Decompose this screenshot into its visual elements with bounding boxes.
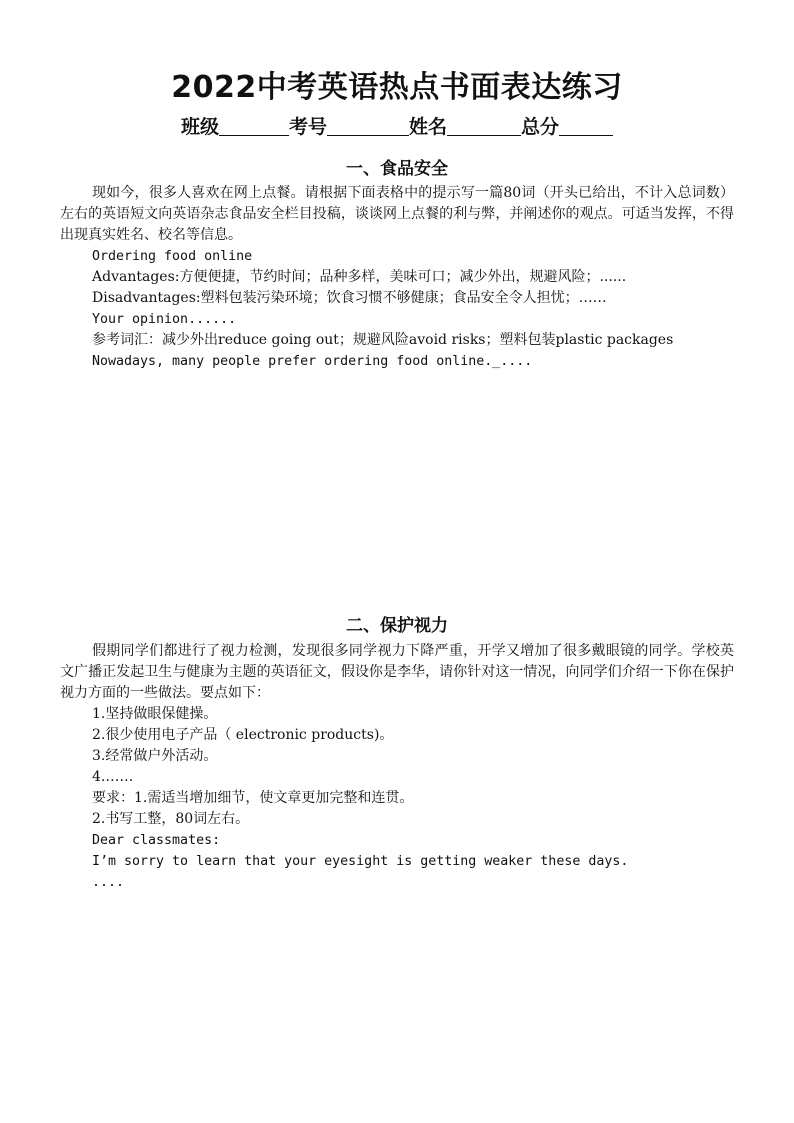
section1-opinion: Your opinion...... xyxy=(92,312,237,327)
student-info-line xyxy=(0,112,794,139)
point-1: 1.坚持做眼保健操。 xyxy=(92,706,218,722)
section1-start: Nowadays, many people prefer ordering food online._.... xyxy=(92,354,533,369)
section1-advantages: Advantages:方便便捷，节约时间；品种多样，美味可口；减少外出，规避风险；...... xyxy=(92,269,627,285)
point-2: 2.很少使用电子产品（ electronic products)。 xyxy=(92,727,394,743)
name-blank[interactable] xyxy=(447,117,521,136)
number-label: 考号 xyxy=(288,116,327,138)
requirement-2: 2.书写工整，80词左右。 xyxy=(92,811,250,827)
page-title: 2022中考英语热点书面表达练习 xyxy=(171,70,623,105)
score-label: 总分 xyxy=(521,116,560,138)
letter-greeting: Dear classmates: xyxy=(92,833,221,848)
section1-disadvantages: Disadvantages:塑料包装污染环境；饮食习惯不够健康；食品安全令人担忧；…… xyxy=(92,290,607,306)
section1-body xyxy=(60,183,734,372)
letter-opening: I’m sorry to learn that your eyesight is getting weaker these days. xyxy=(92,854,629,869)
section1-topic: Ordering food online xyxy=(92,249,253,264)
section1-intro: 现如今，很多人喜欢在网上点餐。请根据下面表格中的提示写一篇80词（开头已给出，不计入总词数）左右的英语短文向英语杂志食品安全栏目投稿，谈谈网上点餐的利与弊，并阐述你的观点。可适当发挥，不得出现真实姓名、校名等信息。 xyxy=(60,185,734,243)
section2-intro: 假期同学们都进行了视力检测，发现很多同学视力下降严重，开学又增加了很多戴眼镜的同学。学校英文广播正发起卫生与健康为主题的英语征文，假设你是李华，请你针对这一情况，向同学们介绍一下你在保护视力方面的一些做法。要点如下： xyxy=(60,643,734,701)
class-blank[interactable] xyxy=(219,117,289,136)
score-blank[interactable] xyxy=(559,117,613,136)
section2-heading: 二、保护视力 xyxy=(346,616,448,636)
section1-vocab: 参考词汇：减少外出reduce going out；规避风险avoid risks；塑料包装plastic packages xyxy=(92,332,674,348)
number-blank[interactable] xyxy=(327,117,409,136)
point-4: 4.…… xyxy=(92,769,134,785)
point-3: 3.经常做户外活动。 xyxy=(92,748,218,764)
letter-ellipsis: .... xyxy=(92,875,125,890)
section1-heading: 一、食品安全 xyxy=(346,159,448,179)
class-label: 班级 xyxy=(180,116,219,138)
requirement-1: 要求：1.需适当增加细节，使文章更加完整和连贯。 xyxy=(92,790,414,806)
section2-body xyxy=(60,641,734,893)
name-label: 姓名 xyxy=(409,116,448,138)
